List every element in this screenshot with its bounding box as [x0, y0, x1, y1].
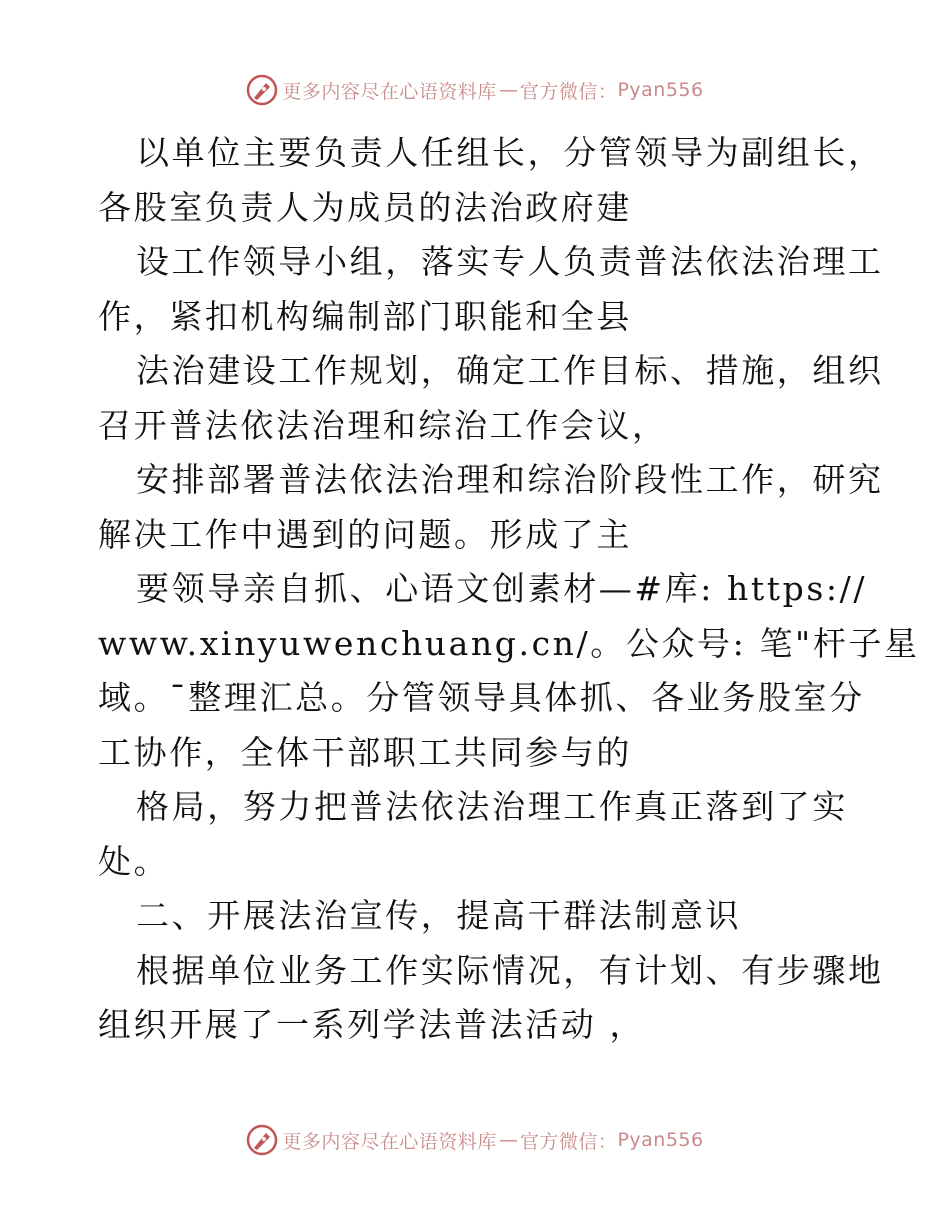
pen-nib-logo-icon [246, 1124, 278, 1156]
text-line: 域。¯整理汇总。分管领导具体抓、各业务股室分 [98, 678, 865, 717]
text-line: 各股室负责人为成员的法治政府建 [98, 187, 632, 227]
section-heading: 二、开展法治宣传，提高干群法制意识 [136, 896, 742, 935]
watermark-separator: — [498, 1129, 518, 1151]
text-line: 组织开展了一系列学法普法活动 ， [98, 1005, 646, 1044]
text-line: 作，紧扣机构编制部门职能和全县 [98, 296, 632, 336]
text-line: 工协作，全体干部职工共同参与的 [98, 732, 632, 772]
watermark-wechat-id: Pyan556 [617, 1129, 704, 1151]
text-line: 设工作领导小组，落实专人负责普法依法治理工 [136, 242, 884, 281]
watermark-wechat-label: 官方微信： [519, 80, 618, 103]
watermark-wechat-id: Pyan556 [617, 79, 704, 101]
text-line: 召开普法依法治理和综治工作会议， [98, 405, 668, 445]
text-line: 以单位主要负责人任组长，分管领导为副组长， [136, 133, 884, 172]
watermark-wechat-label: 官方微信： [519, 1130, 618, 1153]
footer-watermark [0, 1124, 950, 1156]
text-line: www.xinyuwenchuang.cn/。公众号: 笔"杆子星 [98, 623, 920, 663]
watermark-separator: — [498, 79, 518, 101]
text-line: 处。 [98, 841, 170, 881]
text-line: 根据单位业务工作实际情况，有计划、有步骤地 [136, 950, 884, 990]
text-line: 法治建设工作规划，确定工作目标、措施，组织 [136, 351, 884, 390]
text-line: 要领导亲自抓、心语文创素材—#库: https:// [136, 569, 868, 608]
text-line: 解决工作中遇到的问题。形成了主 [98, 514, 632, 554]
header-watermark [0, 74, 950, 106]
text-line: 安排部署普法依法治理和综治阶段性工作，研究 [136, 460, 884, 499]
text-line: 格局，努力把普法依法治理工作真正落到了实 [136, 787, 848, 826]
pen-nib-logo-icon [246, 74, 278, 106]
watermark-brand: 更多内容尽在心语资料库 [282, 80, 497, 103]
document-body [98, 126, 920, 1053]
watermark-brand: 更多内容尽在心语资料库 [282, 1130, 497, 1153]
